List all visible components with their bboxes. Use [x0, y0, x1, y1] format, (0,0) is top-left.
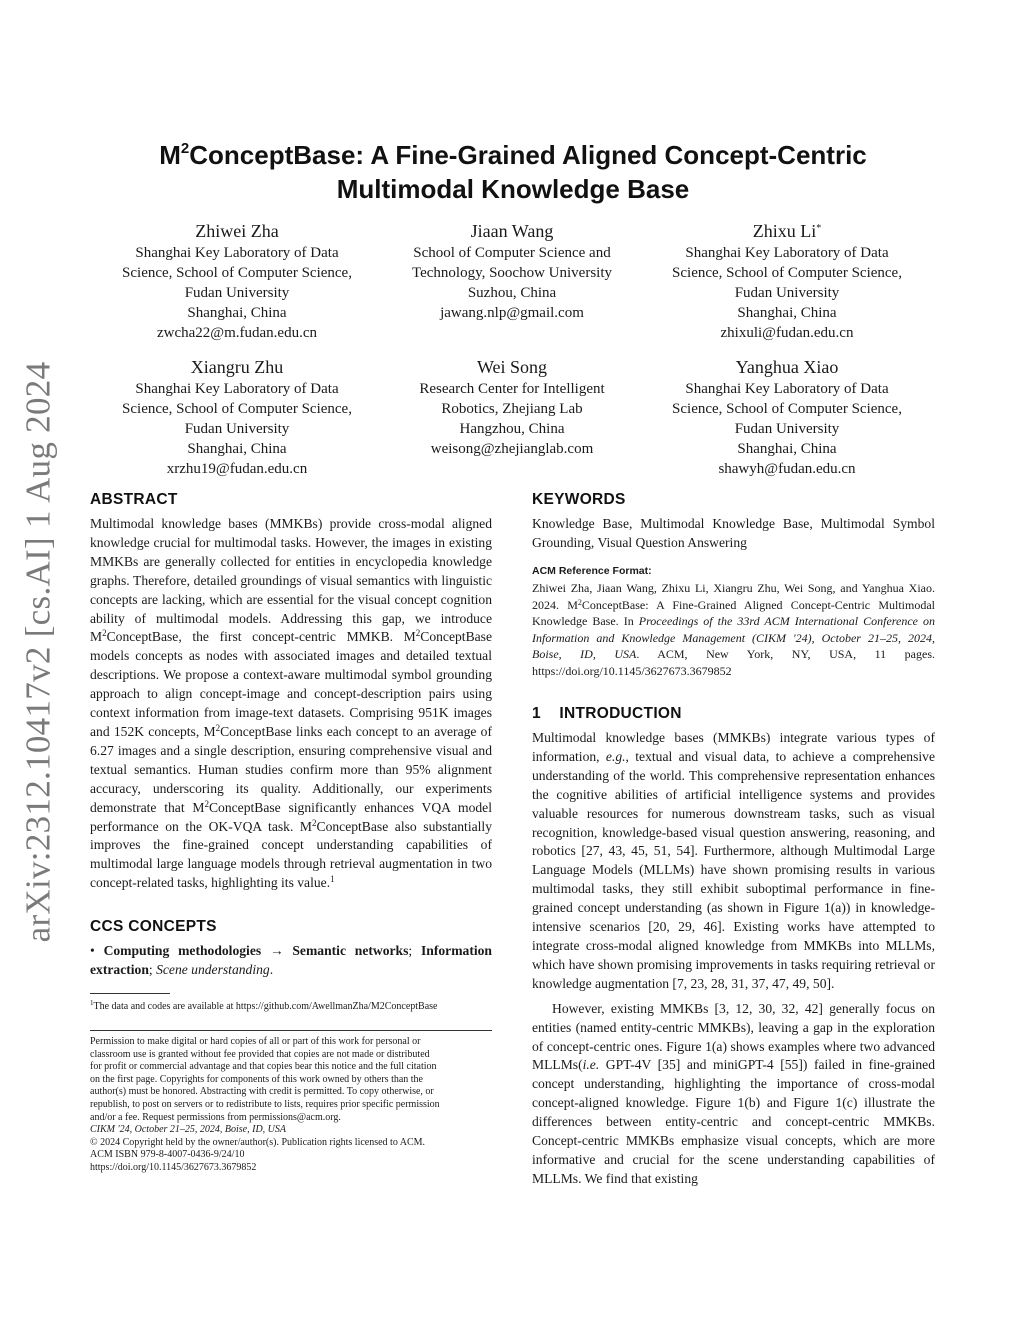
introduction-paragraph-2: [532, 1000, 935, 1189]
title-m: M: [159, 140, 181, 170]
permission-line: classroom use is granted without fee provided that copies are not made or distributed: [90, 1048, 430, 1060]
author-name-text: Zhixu Li: [752, 221, 817, 241]
intro-fragment: i.e.: [582, 1057, 600, 1073]
abstract-fragment: Multimodal knowledge bases (MMKBs) provide cross-modal aligned knowledge crucial for multimodal tasks. However, the images in existing MMKBs are generally collected for entities in encyclopedia knowledge graphs. Therefore, detailed groundings of visual semantics with linguistic concepts are lacking, which are essential for the visual concept cognition ability of multimodal models. Addressing this gap, we introduce M: [90, 516, 492, 645]
author-email[interactable]: weisong@zhejianglab.com: [430, 441, 594, 457]
footnote-marker[interactable]: 1: [330, 874, 335, 885]
author-affiliation: Robotics, Zhejiang Lab: [441, 401, 583, 417]
permission-line: republish, to post on servers or to redistribute to lists, requires prior specific permission: [90, 1098, 440, 1110]
intro-fragment: Multimodal knowledge bases (MMKBs) integrate various types of information,: [532, 730, 935, 764]
title-superscript: 2: [180, 140, 190, 157]
author-affiliation: Shanghai Key Laboratory of Data: [685, 381, 889, 397]
reference-proceedings: Proceedings of the 33rd ACM International Conference on Information and Knowledge Management (CIKM '24), October 21–25, 2024, Boise, ID, USA: [532, 614, 935, 661]
author-affiliation: Science, School of Computer Science,: [122, 265, 352, 281]
footnote: [90, 1000, 492, 1014]
permission-line: and/or a fee. Request permissions from permissions@acm.org.: [90, 1111, 341, 1123]
title-line-1-text: ConceptBase: A Fine-Grained Aligned Concept-Centric: [189, 140, 867, 170]
arrow-icon: →: [261, 943, 293, 958]
superscript: 2: [215, 722, 221, 733]
corresponding-author-mark: *: [816, 223, 822, 234]
arxiv-id-text: arXiv:2312.10417v2 [cs.AI] 1 Aug 2024: [18, 361, 58, 943]
author-location: Shanghai, China: [737, 305, 837, 321]
author-name: Zhiwei Zha: [195, 221, 279, 241]
abstract-fragment: ConceptBase, the first concept-centric MMKB. M: [106, 629, 416, 645]
author-location: Shanghai, China: [187, 441, 287, 457]
copyright-line: © 2024 Copyright held by the owner/author(s). Publication rights licensed to ACM.: [90, 1136, 426, 1148]
author-email[interactable]: shawyh@fudan.edu.cn: [718, 461, 856, 477]
keywords-heading: KEYWORDS: [532, 491, 626, 508]
author-affiliation: Technology, Soochow University: [411, 265, 613, 281]
isbn-line: ACM ISBN 979-8-4007-0436-9/24/10: [90, 1149, 245, 1161]
arxiv-identifier: [8, 361, 68, 943]
conference-info: CIKM '24, October 21–25, 2024, Boise, ID, USA: [90, 1124, 287, 1136]
author-affiliation: Science, School of Computer Science,: [672, 265, 902, 281]
author-block: [87, 219, 387, 343]
superscript: 2: [204, 798, 209, 809]
intro-fragment: However, existing MMKBs [3, 12, 30, 32, 42] generally focus on entities (named entity-centric MMKBs), leaving a gap in the exploration of concept-centric ones. Figure 1(a) shows examples where two advanced MLLMs(: [532, 1000, 935, 1073]
abstract-text: [90, 515, 492, 893]
author-block: [362, 219, 662, 323]
keywords-text: Knowledge Base, Multimodal Knowledge Base, Multimodal Symbol Grounding, Visual Question Answering: [532, 516, 935, 550]
abstract-fragment: ConceptBase links each concept to an average of 6.27 images and a single description, ensuring comprehensive visual and textual semantics. Human studies confirm more than 95% alignment accuracy, underscoring its quality. Additionally, our experiments demonstrate that M: [90, 723, 492, 815]
introduction-paragraph-1: [532, 729, 935, 994]
superscript: 2: [415, 628, 421, 639]
author-block: [637, 219, 937, 343]
author-block: [637, 355, 937, 479]
author-affiliation: Shanghai Key Laboratory of Data: [685, 245, 889, 261]
intro-fragment: , textual and visual data, to achieve a comprehensive understanding of the world. This comprehensive representation enhances the cognitive abilities of artificial intelligence systems and provides valuable resources for numerous downstream tasks, such as visual recognition, knowledge-based visual question answering, reasoning, and robotics [27, 43, 45, 51, 54]. Furthermore, although Multimodal Large Language Models (MLLMs) have shown promising results in various multimodal tasks, they still exhibit suboptimal performance in fine-grained concept understanding (as shown in Figure 1(a)) in knowledge-intensive scenarios [20, 29, 46]. Existing works have attempted to integrate cross-modal aligned knowledge from MMKBs into MLLMs, which have shown promising improvements in tasks requiring retrieval or knowledge augmentation [7, 23, 28, 31, 37, 47, 49, 50].: [532, 748, 935, 991]
permission-block: [90, 1036, 492, 1175]
reference-format-text: [532, 580, 935, 679]
author-affiliation: Shanghai Key Laboratory of Data: [135, 381, 339, 397]
permission-line: on the first page. Copyrights for components of this work owned by others than the: [90, 1073, 423, 1085]
reference-format-heading: ACM Reference Format:: [532, 565, 652, 577]
ccs-term: Computing methodologies: [103, 943, 262, 958]
ccs-term: Scene understanding: [156, 961, 270, 977]
title-line-1: [90, 138, 936, 172]
author-email[interactable]: xrzhu19@fudan.edu.cn: [166, 461, 308, 477]
author-email[interactable]: zwcha22@m.fudan.edu.cn: [156, 325, 317, 341]
doi-link[interactable]: https://doi.org/10.1145/3627673.3679852: [90, 1161, 257, 1173]
author-affiliation: Fudan University: [184, 285, 290, 301]
separator: ;: [148, 961, 157, 977]
abstract-fragment: ConceptBase models concepts as nodes with associated images and detailed textual descriptions. We propose a context-aware multimodal symbol grounding approach to align concept-image and concept-description pairs using context information from image-text datasets. Comprising 951K images and 152K concepts, M: [90, 629, 492, 739]
author-affiliation: School of Computer Science and: [413, 245, 611, 261]
author-affiliation: Fudan University: [734, 421, 840, 437]
author-name: Yanghua Xiao: [735, 357, 839, 377]
footnote-text[interactable]: The data and codes are available at https://github.com/AwellmanZha/M2ConceptBase: [93, 1001, 438, 1012]
ccs-concepts-heading: CCS CONCEPTS: [90, 918, 217, 935]
author-name: [637, 219, 937, 243]
ccs-term: Information extraction: [90, 943, 492, 977]
author-location: Suzhou, China: [467, 285, 557, 301]
author-affiliation: Shanghai Key Laboratory of Data: [135, 245, 339, 261]
reference-format-section: [532, 565, 935, 679]
author-location: Shanghai, China: [187, 305, 287, 321]
abstract-fragment: ConceptBase also substantially improves the fine-grained concept understanding capabilities of multimodal large language models through retrieval augmentation in two concept-related tasks, highlighting its value.: [90, 818, 492, 891]
title-line-2: Multimodal Knowledge Base: [336, 174, 690, 204]
author-name: Jiaan Wang: [470, 221, 554, 241]
introduction-heading: 1 INTRODUCTION: [532, 705, 682, 722]
abstract-heading: ABSTRACT: [90, 491, 178, 508]
ccs-term: Semantic networks: [292, 943, 409, 958]
keywords-section: [532, 491, 935, 553]
intro-fragment: e.g.: [605, 748, 626, 764]
superscript: 2: [312, 817, 317, 828]
author-location: Hangzhou, China: [459, 421, 565, 437]
bullet: •: [90, 943, 104, 958]
footnote-mark: 1: [90, 999, 94, 1007]
author-affiliation: Fudan University: [184, 421, 290, 437]
separator: ;: [408, 943, 421, 958]
author-affiliation: Research Center for Intelligent: [419, 381, 605, 397]
intro-fragment: GPT-4V [35] and miniGPT-4 [55]) failed in fine-grained concept understanding, highlighting the importance of cross-modal concept-aligned knowledge. Figure 1(b) and Figure 1(c) illustrate the differences between entity-centric and concept-centric MMKBs. Concept-centric MMKBs emphasize visual concepts, which are more informative and crucial for the scene understanding capabilities of MLLMs. We find that existing: [532, 1057, 935, 1186]
superscript: 2: [102, 628, 107, 639]
reference-fragment: Zhiwei Zha, Jiaan Wang, Zhixu Li, Xiangru Zhu, Wei Song, and Yanghua Xiao. 2024. M: [532, 581, 935, 612]
author-block: [362, 355, 662, 459]
author-name: Wei Song: [476, 357, 548, 377]
ccs-concepts-section: [90, 918, 492, 980]
author-affiliation: Fudan University: [734, 285, 840, 301]
author-location: Shanghai, China: [737, 441, 837, 457]
abstract-fragment: ConceptBase significantly enhances VQA model performance on the OK-VQA task. M: [90, 799, 492, 834]
permission-divider: [90, 1030, 492, 1031]
permission-line: author(s) must be honored. Abstracting with credit is permitted. To copy otherwise, or: [90, 1086, 434, 1098]
period: .: [269, 961, 274, 977]
introduction-section: [532, 705, 935, 1189]
author-email[interactable]: jawang.nlp@gmail.com: [440, 305, 584, 321]
author-affiliation: Science, School of Computer Science,: [672, 401, 902, 417]
abstract-section: [90, 491, 492, 893]
permission-line: for profit or commercial advantage and that copies bear this notice and the full citation: [90, 1061, 437, 1073]
author-email[interactable]: zhixuli@fudan.edu.cn: [720, 325, 854, 341]
author-block: [87, 355, 387, 479]
author-affiliation: Science, School of Computer Science,: [122, 401, 352, 417]
reference-fragment: ConceptBase: A Fine-Grained Aligned Concept-Centric Multimodal Knowledge Base. In: [532, 597, 935, 628]
footnote-divider: [90, 993, 170, 994]
ccs-concepts-text: [90, 942, 492, 980]
permission-line: Permission to make digital or hard copies of all or part of this work for personal or: [90, 1036, 421, 1047]
reference-fragment[interactable]: . ACM, New York, NY, USA, 11 pages. https://doi.org/10.1145/3627673.3679852: [532, 647, 935, 678]
author-name: Xiangru Zhu: [190, 357, 284, 377]
paper-title: [90, 138, 936, 206]
superscript: 2: [577, 597, 582, 607]
